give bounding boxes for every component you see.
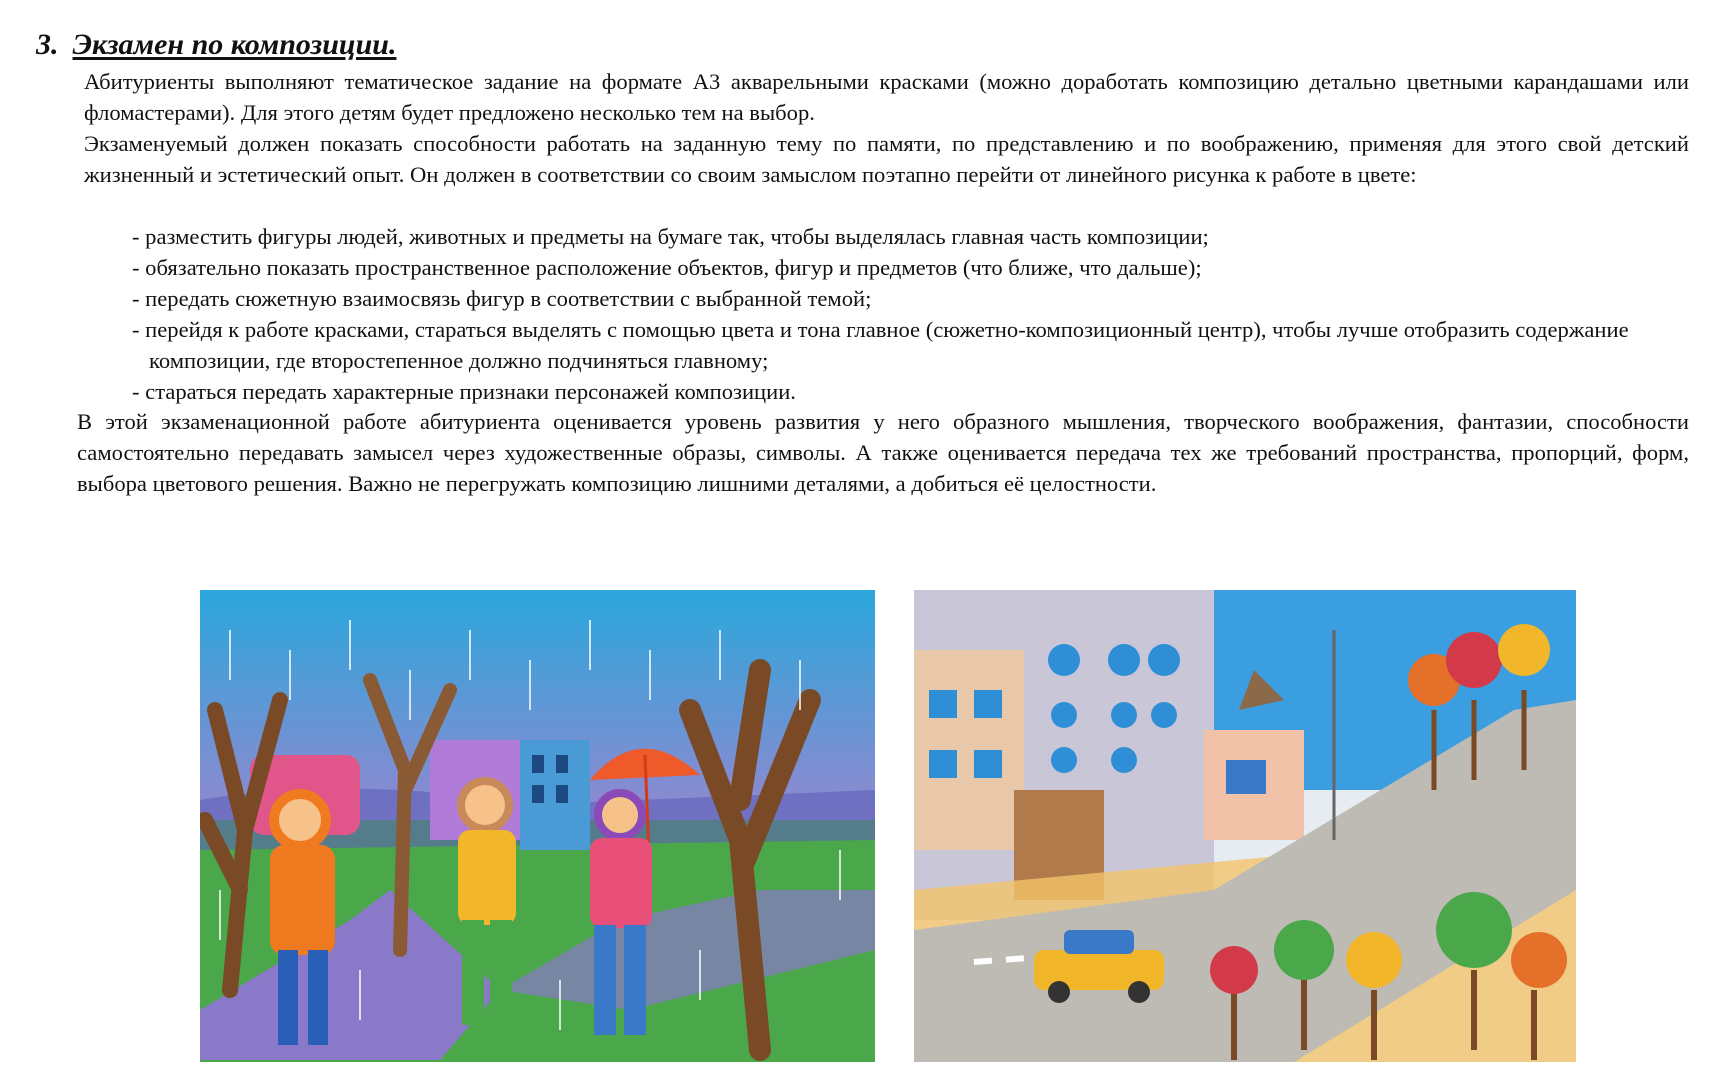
list-item: - обязательно показать пространственное расположение объектов, фигур и предметов (что ближе, что дальше); [132,255,1202,280]
section-title: Экзамен по композиции. [72,28,397,61]
list-item: - стараться передать характерные признаки персонажей композиции. [132,379,796,404]
assessment-paragraph: В этой экзаменационной работе абитуриента оценивается уровень развития у него образного мышления, творческого воображения, фантазии, способности самостоятельно передавать замысел через художественные образы, символы. А также оценивается передача тех же требований пространства, пропорций, форм, выбора цветового решения. Важно не перегружать композицию лишними деталями, а добиться её целостности. [77,409,1689,496]
list-item: - передать сюжетную взаимосвязь фигур в соответствии с выбранной темой; [132,286,872,311]
requirements-list [132,221,1692,407]
section-number: 3. [36,28,59,61]
requirements-paragraph: Экзаменуемый должен показать способности работать на заданную тему по памяти, по представлению и по воображению, применяя для этого свой детский жизненный и эстетический опыт. Он должен в соответствии со своим замыслом поэтапно перейти от линейного рисунка к работе в цвете: [84,131,1689,187]
rain-walk-painting [200,590,875,1062]
list-item: - разместить фигуры людей, животных и предметы на бумаге так, чтобы выделялась главная часть композиции; [132,224,1209,249]
intro-paragraph: Абитуриенты выполняют тематическое задание на формате А3 акварельными красками (можно доработать композицию детально цветными карандашами или фломастерами). Для этого детям будет предложено несколько тем на выбор. [84,69,1689,125]
section-heading [36,28,396,62]
city-street-painting [914,590,1576,1062]
list-item: - перейдя к работе красками, стараться выделять с помощью цвета и тона главное (сюжетно-композиционный центр), чтобы лучше отобразить содержание композиции, где второстепенное должно подчиняться главному; [132,317,1629,373]
